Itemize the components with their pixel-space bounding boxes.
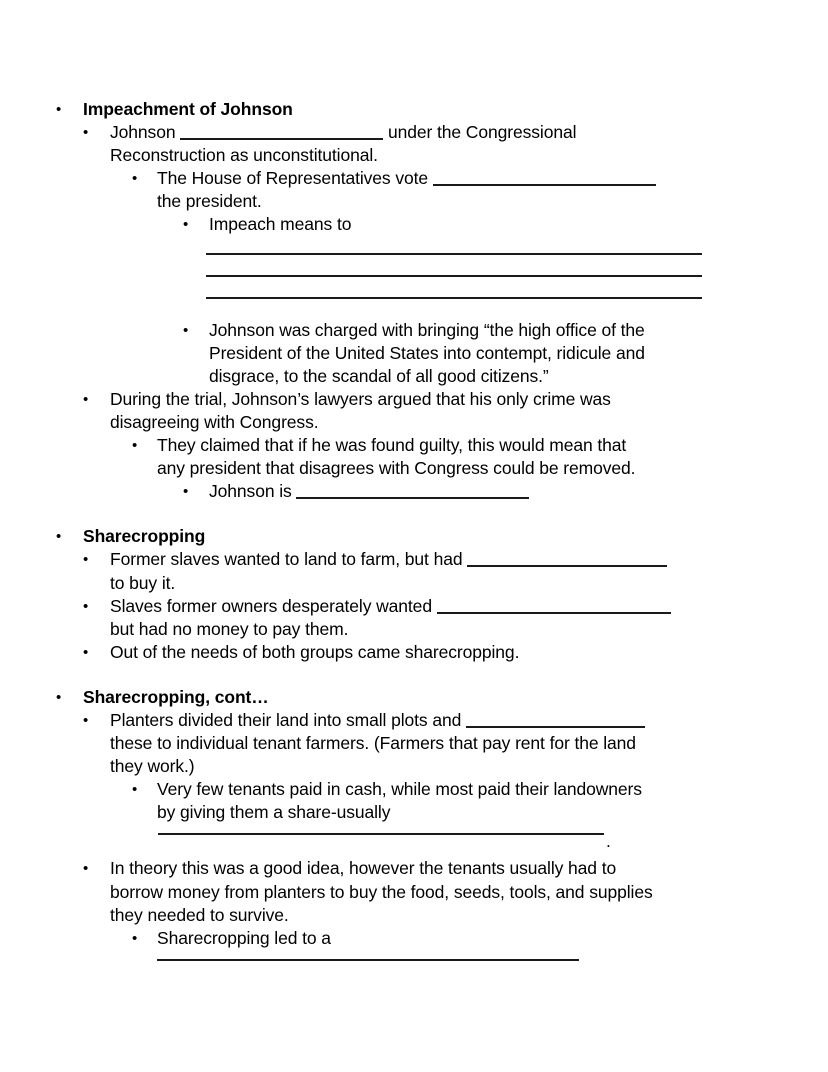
text-very-few-tenants-1: Very few tenants paid in cash, while most paid their landowners <box>157 779 642 800</box>
bullet-icon: • <box>83 860 89 878</box>
text-reconstruction-unconstitutional: Reconstruction as unconstitutional. <box>110 145 378 166</box>
list-item-impeach-means <box>183 213 756 236</box>
list-item-heading-sharecropping-cont <box>56 686 756 709</box>
text-in-theory-3: they needed to survive. <box>110 904 289 925</box>
bullet-icon: • <box>183 216 189 234</box>
answer-rule-2[interactable] <box>206 275 702 277</box>
answer-rule-row-1 <box>56 253 756 275</box>
bullet-icon: • <box>132 781 138 799</box>
list-item-johnson-vetoed <box>83 121 756 167</box>
text-former-owners: Slaves former owners desperately wanted <box>110 595 432 616</box>
bullet-icon: • <box>83 551 89 569</box>
text-in-theory-1: In theory this was a good idea, however the tenants usually had to <box>110 858 617 879</box>
list-item-in-theory <box>83 857 756 926</box>
list-item-planters-divided <box>83 709 756 778</box>
list-item-house-vote <box>132 167 756 213</box>
text-tenant-farmers: these to individual tenant farmers. (Farmers that pay rent for the land <box>110 733 636 754</box>
spacer <box>56 503 756 525</box>
text-the-president: the president. <box>157 191 262 212</box>
answer-rule-4[interactable] <box>158 833 604 835</box>
list-item-very-few-tenants <box>132 778 756 824</box>
text-planters-divided: Planters divided their land into small plots and <box>110 709 462 730</box>
answer-rule-row-3 <box>56 297 756 319</box>
blank-line-house-vote[interactable] <box>433 169 656 186</box>
blank-line-no-money[interactable] <box>467 550 667 567</box>
section-heading-impeachment: Impeachment of Johnson <box>83 99 293 119</box>
bullet-icon: • <box>183 321 189 339</box>
text-they-work: they work.) <box>110 756 195 777</box>
bullet-icon: • <box>83 390 89 408</box>
text-they-claimed-2: any president that disagrees with Congress could be removed. <box>157 458 636 479</box>
blank-line-johnson-verdict[interactable] <box>296 482 529 499</box>
answer-rule-3[interactable] <box>206 297 702 299</box>
text-johnson-lead: Johnson <box>110 122 176 143</box>
spacer <box>56 950 756 959</box>
blank-line-workers[interactable] <box>437 597 671 614</box>
blank-line-rented[interactable] <box>466 711 645 728</box>
bullet-icon: • <box>56 528 62 546</box>
text-very-few-tenants-2: by giving them a share-usually <box>157 802 391 823</box>
answer-rule-5[interactable] <box>157 959 579 961</box>
text-in-theory-2: borrow money from planters to buy the food, seeds, tools, and supplies <box>110 881 653 902</box>
text-house-vote: The House of Representatives vote <box>157 168 429 189</box>
answer-rule-row-2 <box>56 275 756 297</box>
answer-rule-row-5 <box>56 959 756 981</box>
list-item-during-trial <box>83 388 756 434</box>
text-impeach-means-to: Impeach means to <box>209 214 352 235</box>
text-to-buy-it: to buy it. <box>110 572 176 593</box>
spacer <box>56 664 756 686</box>
text-they-claimed-1: They claimed that if he was found guilty, this would mean that <box>157 435 627 456</box>
text-johnson-charged-1: Johnson was charged with bringing “the high office of the <box>209 319 645 340</box>
bullet-icon: • <box>132 929 138 947</box>
list-item-johnson-charged <box>183 319 756 388</box>
bullet-icon: • <box>183 483 189 501</box>
text-during-trial-1: During the trial, Johnson’s lawyers argued that his only crime was <box>110 388 611 409</box>
text-out-of-needs: Out of the needs of both groups came sharecropping. <box>110 641 520 662</box>
text-under-congressional: under the Congressional <box>388 122 577 143</box>
text-no-money-to-pay: but had no money to pay them. <box>110 618 349 639</box>
list-item-heading-sharecropping <box>56 525 756 548</box>
bullet-icon: • <box>83 124 89 142</box>
bullet-icon: • <box>83 643 89 661</box>
list-item-johnson-is <box>183 480 756 503</box>
list-item-they-claimed <box>132 434 756 480</box>
bullet-icon: • <box>132 437 138 455</box>
text-former-slaves: Former slaves wanted to land to farm, but had <box>110 549 463 570</box>
bullet-icon: • <box>83 597 89 615</box>
text-johnson-is: Johnson is <box>209 481 292 502</box>
spacer <box>56 824 756 833</box>
answer-rule-row-4 <box>56 833 756 857</box>
blank-line-johnson-action[interactable] <box>180 123 383 140</box>
list-item-out-of-needs <box>83 641 756 664</box>
bullet-icon: • <box>56 688 62 706</box>
list-item-slaves-former-owners <box>83 595 756 641</box>
section-heading-sharecropping-cont: Sharecropping, cont… <box>83 686 269 707</box>
text-johnson-charged-3: disgrace, to the scandal of all good citizens.” <box>209 365 549 386</box>
text-during-trial-2: disagreeing with Congress. <box>110 411 319 432</box>
bullet-icon: • <box>56 101 62 118</box>
bullet-icon: • <box>83 711 89 729</box>
section-heading-sharecropping: Sharecropping <box>83 526 206 547</box>
answer-rule-1[interactable] <box>206 253 702 255</box>
bullet-icon: • <box>132 170 138 188</box>
list-item-former-slaves <box>83 548 756 594</box>
list-item-sharecropping-led-to <box>132 927 756 950</box>
text-sharecropping-led-to: Sharecropping led to a <box>157 927 331 948</box>
text-period-after-rule: . <box>606 831 611 852</box>
text-johnson-charged-2: President of the United States into contempt, ridicule and <box>209 342 645 363</box>
document-body <box>56 98 756 981</box>
spacer <box>56 237 756 253</box>
list-item-heading-impeachment <box>56 98 756 121</box>
